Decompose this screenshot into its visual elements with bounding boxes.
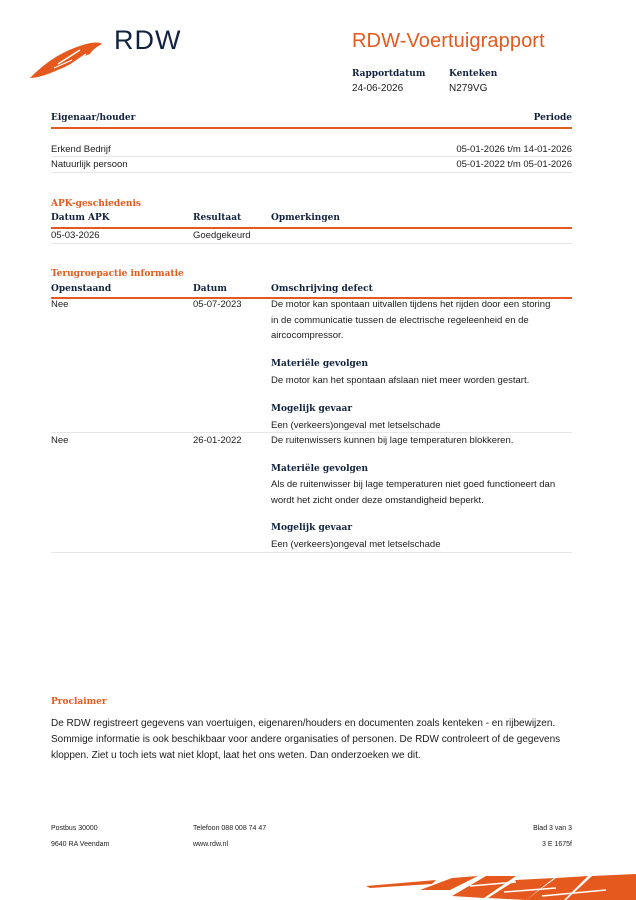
proclaimer-line: De RDW registreert gegevens van voertuigen, eigenaren/houders en documenten zoals kenteken - en rijbewijzen. xyxy=(51,718,556,729)
logo-text: RDW xyxy=(114,25,182,55)
recall-row-2-open: Nee xyxy=(51,435,69,446)
proclaimer-text xyxy=(51,716,581,764)
proclaimer-line: Sommige informatie is ook beschikbaar voor andere organisaties of personen. De RDW controleert of de gegevens xyxy=(51,734,561,745)
consequence-line: Als de ruitenwisser bij lage temperaturen niet goed functioneert dan xyxy=(271,479,556,490)
recall-row-1-consequences-label: Materiële gevolgen xyxy=(271,359,369,369)
owner-row-2-owner: Natuurlijk persoon xyxy=(51,159,128,170)
apk-row-result: Goedgekeurd xyxy=(193,230,251,241)
owner-row-1-owner: Erkend Bedrijf xyxy=(51,144,111,155)
report-date: 24-06-2026 xyxy=(352,83,404,94)
defect-line: aircocompressor. xyxy=(271,330,344,341)
recall-row-2-danger-label: Mogelijk gevaar xyxy=(271,523,353,533)
consequence-line: wordt het zicht onder deze omstandigheid beperkt. xyxy=(271,494,484,506)
report-title: RDW-Voertuigrapport xyxy=(352,30,545,52)
recall-row-1-consequences: De motor kan het spontaan afslaan niet meer worden gestart. xyxy=(271,375,530,386)
apk-remarks-header: Opmerkingen xyxy=(271,213,340,223)
owner-row-1-period: 05-01-2026 t/m 14-01-2026 xyxy=(456,144,572,155)
apk-result-header: Resultaat xyxy=(193,213,242,223)
defect-line: in de communicatie tussen de electrische regeleenheid en de xyxy=(271,314,529,326)
recall-row-1-open: Nee xyxy=(51,299,69,310)
footer-code: 3 E 1675f xyxy=(542,841,572,848)
recall-row-1-defect xyxy=(271,297,581,344)
decorative-stripes-icon xyxy=(366,872,636,900)
proclaimer-line: kloppen. Ziet u toch iets wat niet klopt, laat het ons weten. Dan onderzoeken we dit. xyxy=(51,750,421,761)
recall-row-2-consequences xyxy=(271,477,581,508)
owner-row-divider xyxy=(51,172,572,173)
rdw-logo-icon xyxy=(28,38,104,80)
recall-row-2-date: 26-01-2022 xyxy=(193,435,242,446)
recall-row-2-consequences-label: Materiële gevolgen xyxy=(271,464,369,474)
recall-row-divider xyxy=(51,552,572,553)
apk-row-divider xyxy=(51,243,572,244)
recall-desc-header: Omschrijving defect xyxy=(271,284,373,294)
footer-postbus: Postbus 30000 xyxy=(51,825,98,832)
recall-section-title: Terugroepactie informatie xyxy=(51,269,184,279)
apk-row-date: 05-03-2026 xyxy=(51,230,100,241)
recall-row-1-date: 05-07-2023 xyxy=(193,299,242,310)
defect-line: De motor kan spontaan uitvallen tijdens het rijden door een storing xyxy=(271,299,551,310)
footer-web[interactable]: www.rdw.nl xyxy=(193,841,229,848)
owner-column-header: Eigenaar/houder xyxy=(51,113,136,123)
proclaimer-title: Proclaimer xyxy=(51,697,107,707)
footer-page: Blad 3 van 3 xyxy=(533,825,572,832)
plate-number: N279VG xyxy=(449,83,488,94)
apk-header-rule xyxy=(51,227,572,229)
recall-row-2-danger: Een (verkeers)ongeval met letselschade xyxy=(271,539,441,550)
footer-phone: Telefoon 088 008 74 47 xyxy=(193,825,267,832)
period-column-header: Periode xyxy=(533,113,572,123)
recall-open-header: Openstaand xyxy=(51,284,112,294)
apk-section-title: APK-geschiedenis xyxy=(51,199,141,209)
footer-city: 9640 RA Veendam xyxy=(51,841,110,848)
plate-label: Kenteken xyxy=(449,69,498,79)
owners-header-rule xyxy=(51,127,572,129)
owner-row-2-period: 05-01-2022 t/m 05-01-2026 xyxy=(456,159,572,170)
report-date-label: Rapportdatum xyxy=(352,69,426,79)
recall-row-1-danger-label: Mogelijk gevaar xyxy=(271,404,353,414)
recall-row-2-defect: De ruitenwissers kunnen bij lage temperaturen blokkeren. xyxy=(271,435,514,446)
recall-date-header: Datum xyxy=(193,284,227,294)
apk-date-header: Datum APK xyxy=(51,213,110,223)
recall-row-1-danger: Een (verkeers)ongeval met letselschade xyxy=(271,420,441,431)
